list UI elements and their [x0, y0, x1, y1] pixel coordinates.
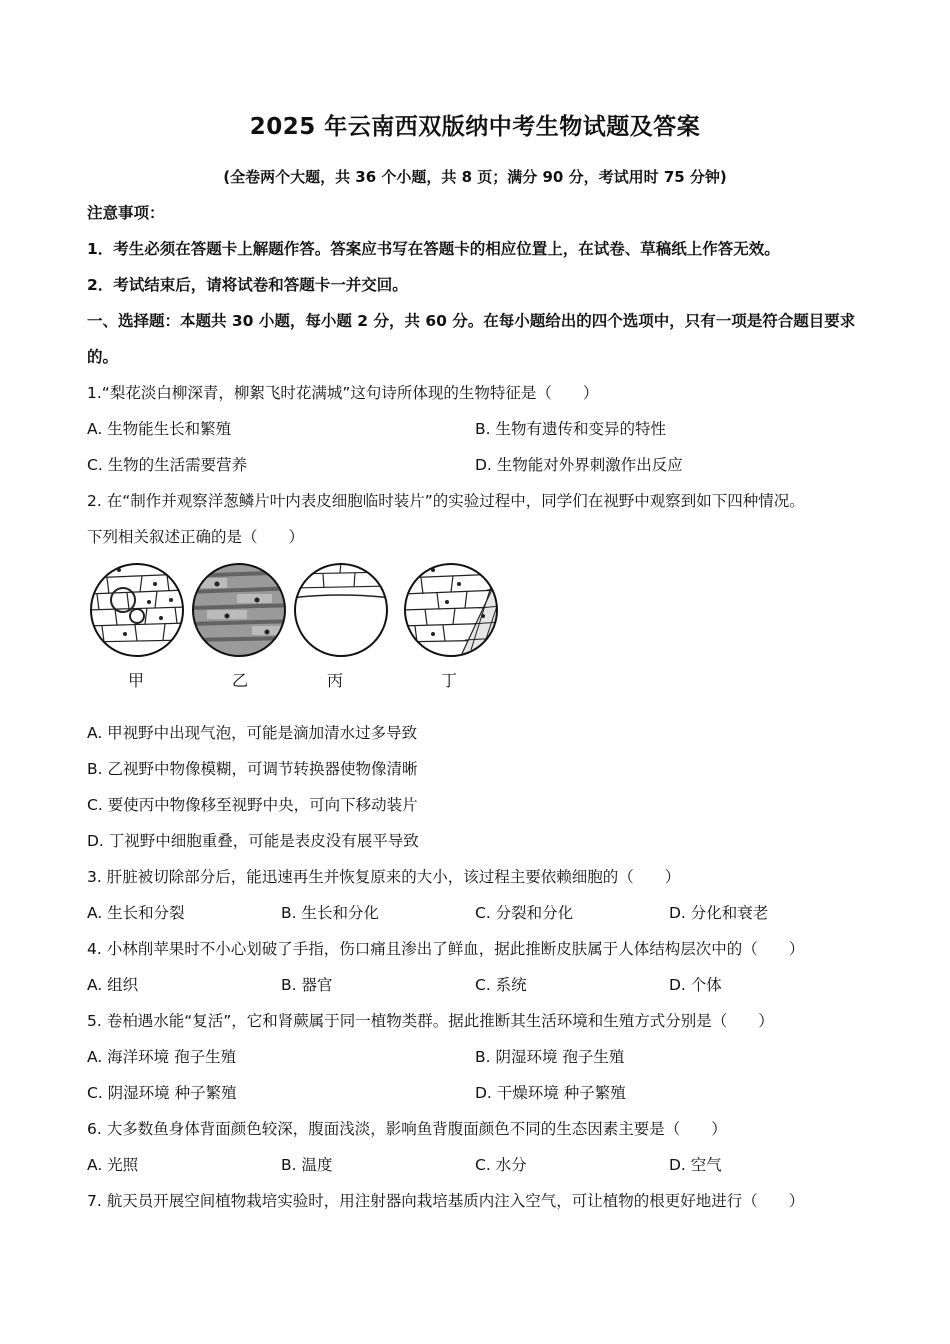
view-yi	[187, 560, 297, 660]
q4-option-d: D. 个体	[669, 976, 722, 994]
q5-option-c: C. 阴湿环境 种子繁殖	[87, 1084, 237, 1102]
notice-heading: 注意事项：	[87, 204, 165, 222]
figure-label-ding: 丁	[441, 671, 458, 690]
view-jia	[87, 564, 187, 656]
section1-heading-cont: 的。	[87, 348, 119, 366]
q2-option-a: A. 甲视野中出现气泡，可能是滴加清水过多导致	[87, 724, 418, 742]
document-subtitle: (全卷两个大题，共 36 个小题，共 8 页；满分 90 分，考试用时 75 分钟)	[223, 168, 727, 186]
notice-item-2: 2．考试结束后，请将试卷和答题卡一并交回。	[87, 276, 408, 294]
q3-option-a: A. 生长和分裂	[87, 904, 185, 922]
q7-stem: 7. 航天员开展空间植物栽培实验时，用注射器向栽培基质内注入空气，可让植物的根更好地进行（ ）	[87, 1192, 805, 1210]
q1-stem: 1.“梨花淡白柳深青，柳絮飞时花满城”这句诗所体现的生物特征是（ ）	[87, 384, 599, 402]
q6-option-b: B. 温度	[281, 1156, 333, 1174]
q6-option-d: D. 空气	[669, 1156, 722, 1174]
q1-option-c: C. 生物的生活需要营养	[87, 456, 248, 474]
document-title: 2025 年云南西双版纳中考生物试题及答案	[249, 114, 701, 140]
q5-option-b: B. 阴湿环境 孢子生殖	[475, 1048, 625, 1066]
q6-option-c: C. 水分	[475, 1156, 527, 1174]
q1-option-d: D. 生物能对外界刺激作出反应	[475, 456, 683, 474]
q5-stem: 5. 卷柏遇水能“复活”，它和肾蕨属于同一植物类群。据此推断其生活环境和生殖方式分别是（ ）	[87, 1012, 774, 1030]
q4-stem: 4. 小林削苹果时不小心划破了手指，伤口痛且渗出了鲜血，据此推断皮肤属于人体结构层次中的（ ）	[87, 940, 805, 958]
q2-stem-line1: 2. 在“制作并观察洋葱鳞片叶内表皮细胞临时装片”的实验过程中，同学们在视野中观察到如下四种情况。	[87, 492, 805, 510]
notice-item-1: 1．考生必须在答题卡上解题作答。答案应书写在答题卡的相应位置上，在试卷、草稿纸上作答无效。	[87, 240, 780, 258]
q4-option-a: A. 组织	[87, 976, 139, 994]
q4-option-c: C. 系统	[475, 976, 527, 994]
q5-option-d: D. 干燥环境 种子繁殖	[475, 1084, 626, 1102]
figure-label-bing: 丙	[327, 671, 344, 690]
q3-option-c: C. 分裂和分化	[475, 904, 574, 922]
section1-heading: 一、选择题：本题共 30 小题，每小题 2 分，共 60 分。在每小题给出的四个选项中，只有一项是符合题目要求	[87, 312, 856, 330]
q2-option-b: B. 乙视野中物像模糊，可调节转换器使物像清晰	[87, 760, 418, 778]
view-bing	[291, 562, 391, 656]
figure-label-jia: 甲	[128, 671, 145, 690]
q1-option-a: A. 生物能生长和繁殖	[87, 420, 232, 438]
q1-option-b: B. 生物有遗传和变异的特性	[475, 420, 666, 438]
q3-stem: 3. 肝脏被切除部分后，能迅速再生并恢复原来的大小，该过程主要依赖细胞的（ ）	[87, 868, 681, 886]
q2-option-d: D. 丁视野中细胞重叠，可能是表皮没有展平导致	[87, 832, 419, 850]
q4-option-b: B. 器官	[281, 976, 333, 994]
q2-option-c: C. 要使丙中物像移至视野中央，可向下移动装片	[87, 796, 418, 814]
q3-option-b: B. 生长和分化	[281, 904, 379, 922]
q6-stem: 6. 大多数鱼身体背面颜色较深，腹面浅淡，影响鱼背腹面颜色不同的生态因素主要是（ ）	[87, 1120, 727, 1138]
view-ding	[401, 564, 507, 660]
q2-stem-line2: 下列相关叙述正确的是（ ）	[87, 528, 305, 546]
figure-label-yi: 乙	[232, 671, 249, 690]
q5-option-a: A. 海洋环境 孢子生殖	[87, 1048, 237, 1066]
q3-option-d: D. 分化和衰老	[669, 904, 769, 922]
q6-option-a: A. 光照	[87, 1156, 139, 1174]
